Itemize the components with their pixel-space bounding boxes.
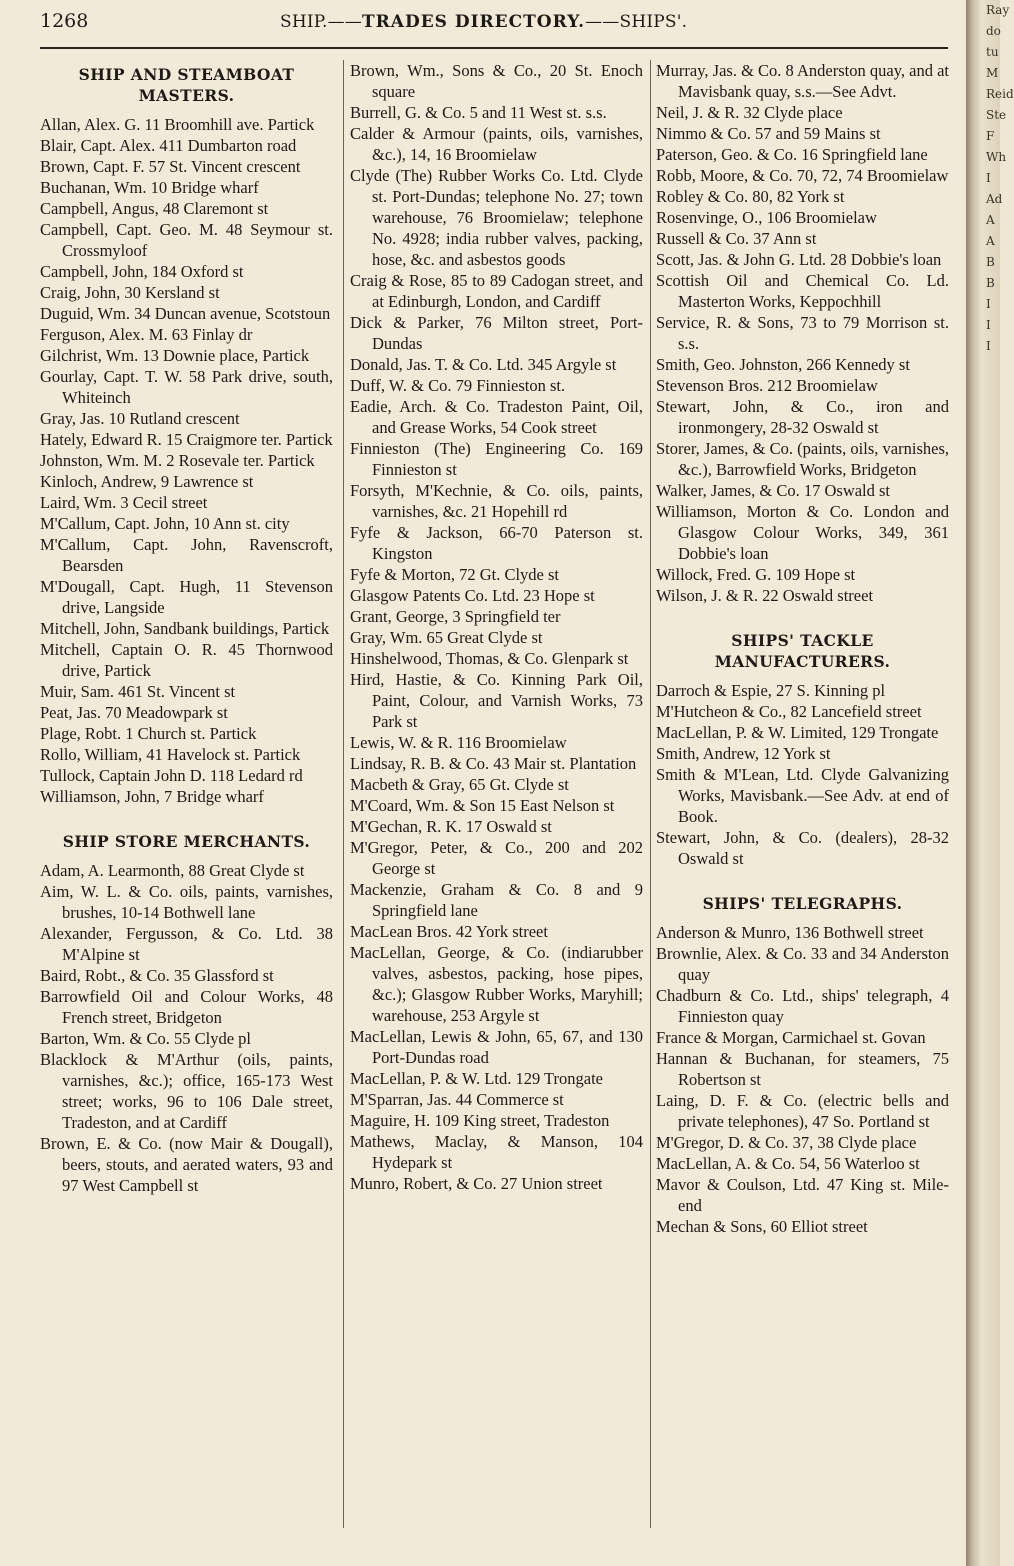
directory-entry: Neil, J. & R. 32 Clyde place [656,103,843,122]
column-divider [343,60,344,1528]
adjacent-page-fragment: do [986,24,1001,38]
column-divider [650,60,651,1528]
directory-entry: Rosenvinge, O., 106 Broomielaw [656,208,877,227]
column-3 [656,60,949,1237]
directory-entry: Fyfe & Morton, 72 Gt. Clyde st [350,565,559,584]
directory-entry: Smith & M'Lean, Ltd. Clyde Galvanizing Works, Mavisbank.—See Adv. at end of Book. [656,765,949,826]
directory-entry: Mackenzie, Graham & Co. 8 and 9 Springfield lane [350,880,643,920]
directory-entry: Brown, Capt. F. 57 St. Vincent crescent [40,157,301,176]
adjacent-page-edge [966,0,1014,1566]
directory-entry: Willock, Fred. G. 109 Hope st [656,565,856,584]
directory-entry: Clyde (The) Rubber Works Co. Ltd. Clyde st. Port-Dundas; telephone No. 27; town warehouse, 76 Broomielaw; telephone No. 4928; india rubber valves, packing, hose, &c. and asbestos goods [350,166,643,269]
directory-entry: France & Morgan, Carmichael st. Govan [656,1028,926,1047]
directory-entry: Robb, Moore, & Co. 70, 72, 74 Broomielaw [656,166,949,185]
adjacent-page-fragment: Ray [986,3,1010,17]
directory-entry: Darroch & Espie, 27 S. Kinning pl [656,681,886,700]
adjacent-page-fragment: Ad [986,192,1003,206]
adjacent-page-fragment: I [986,297,991,311]
directory-entry: Murray, Jas. & Co. 8 Anderston quay, and at Mavisbank quay, s.s.—See Advt. [656,61,949,101]
directory-entry: Smith, Geo. Johnston, 266 Kennedy st [656,355,910,374]
directory-entry: Baird, Robt., & Co. 35 Glassford st [40,966,274,985]
directory-entry: Plage, Robt. 1 Church st. Partick [40,724,257,743]
directory-entry: Barrowfield Oil and Colour Works, 48 French street, Bridgeton [40,987,333,1027]
directory-entry: Brownlie, Alex. & Co. 33 and 34 Anderston quay [656,944,949,984]
directory-entry: MacLellan, George, & Co. (indiarubber valves, asbestos, packing, hose pipes, &c.); Glasgow Rubber Works, Maryhill; warehouse, 253 Argyle st [350,943,643,1025]
directory-entry: Blair, Capt. Alex. 411 Dumbarton road [40,136,297,155]
directory-entry: Gilchrist, Wm. 13 Downie place, Partick [40,346,310,365]
page-number: 1268 [40,10,89,32]
directory-entry: M'Hutcheon & Co., 82 Lancefield street [656,702,922,721]
adjacent-page-fragment: Reid [986,87,1014,101]
directory-entry: Mathews, Maclay, & Manson, 104 Hydepark st [350,1132,643,1172]
adjacent-page-fragment: B [986,276,995,290]
directory-entry: M'Dougall, Capt. Hugh, 11 Stevenson drive, Langside [40,577,333,617]
directory-entry: Finnieston (The) Engineering Co. 169 Finnieston st [350,439,643,479]
directory-entry: Buchanan, Wm. 10 Bridge wharf [40,178,259,197]
directory-entry: Mitchell, John, Sandbank buildings, Partick [40,619,330,638]
directory-entry: Munro, Robert, & Co. 27 Union street [350,1174,603,1193]
directory-entry: MacLellan, Lewis & John, 65, 67, and 130 Port-Dundas road [350,1027,643,1067]
running-head-left: SHIP.—— [280,12,362,32]
directory-entry: Hately, Edward R. 15 Craigmore ter. Partick [40,430,333,449]
directory-entry: Muir, Sam. 461 St. Vincent st [40,682,236,701]
directory-entry: MacLellan, P. & W. Ltd. 129 Trongate [350,1069,603,1088]
column-1 [40,60,333,1196]
directory-entry: Johnston, Wm. M. 2 Rosevale ter. Partick [40,451,315,470]
directory-entry: Adam, A. Learmonth, 88 Great Clyde st [40,861,305,880]
section-heading: SHIPS' TELEGRAPHS. [702,894,903,913]
directory-entry: Eadie, Arch. & Co. Tradeston Paint, Oil, and Grease Works, 54 Cook street [350,397,643,437]
directory-entry: Craig, John, 30 Kersland st [40,283,220,302]
directory-entry: Macbeth & Gray, 65 Gt. Clyde st [350,775,569,794]
directory-entry: Scott, Jas. & John G. Ltd. 28 Dobbie's loan [656,250,942,269]
directory-entry: Mitchell, Captain O. R. 45 Thornwood drive, Partick [40,640,333,680]
adjacent-page-fragment: Wh [986,150,1007,164]
directory-entry: Ferguson, Alex. M. 63 Finlay dr [40,325,253,344]
directory-entry: Lindsay, R. B. & Co. 43 Mair st. Plantation [350,754,637,773]
directory-entry: Service, R. & Sons, 73 to 79 Morrison st. s.s. [656,313,949,353]
directory-entry: Stewart, John, & Co., iron and ironmongery, 28-32 Oswald st [656,397,949,437]
adjacent-page-fragment: B [986,255,995,269]
directory-entry: Duff, W. & Co. 79 Finnieston st. [350,376,566,395]
adjacent-page-fragment: Ste [986,108,1007,122]
directory-entry: Campbell, John, 184 Oxford st [40,262,244,281]
directory-entry: Barton, Wm. & Co. 55 Clyde pl [40,1029,251,1048]
directory-entry: Wilson, J. & R. 22 Oswald street [656,586,874,605]
directory-entry: Brown, E. & Co. (now Mair & Dougall), beers, stouts, and aerated waters, 93 and 97 West Campbell st [40,1134,333,1195]
directory-entry: Chadburn & Co. Ltd., ships' telegraph, 4 Finnieston quay [656,986,949,1026]
directory-entry: MacLean Bros. 42 York street [350,922,548,941]
section-heading: SHIP STORE MERCHANTS. [62,832,311,851]
adjacent-page-fragment: A [986,213,995,227]
directory-entry: Anderson & Munro, 136 Bothwell street [656,923,924,942]
directory-entry: Aim, W. L. & Co. oils, paints, varnishes, brushes, 10-14 Bothwell lane [40,882,333,922]
adjacent-page-fragment: M [986,66,999,80]
directory-entry: Laing, D. F. & Co. (electric bells and private telephones), 47 So. Portland st [656,1091,949,1131]
directory-entry: Stevenson Bros. 212 Broomielaw [656,376,878,395]
directory-entry: Stewart, John, & Co. (dealers), 28-32 Oswald st [656,828,949,868]
directory-entry: Hannan & Buchanan, for steamers, 75 Robertson st [656,1049,949,1089]
directory-entry: Gray, Wm. 65 Great Clyde st [350,628,543,647]
directory-entry: M'Sparran, Jas. 44 Commerce st [350,1090,564,1109]
directory-entry: M'Coard, Wm. & Son 15 East Nelson st [350,796,615,815]
directory-entry: MacLellan, A. & Co. 54, 56 Waterloo st [656,1154,920,1173]
directory-entry: Paterson, Geo. & Co. 16 Springfield lane [656,145,928,164]
directory-entry: Storer, James, & Co. (paints, oils, varnishes, &c.), Barrowfield Works, Bridgeton [656,439,949,479]
directory-entry: Mechan & Sons, 60 Elliot street [656,1217,868,1236]
adjacent-page-fragment: I [986,171,991,185]
directory-entry: Gourlay, Capt. T. W. 58 Park drive, south, Whiteinch [40,367,333,407]
directory-entry: Williamson, Morton & Co. London and Glasgow Colour Works, 349, 361 Dobbie's loan [656,502,949,563]
directory-entry: Brown, Wm., Sons & Co., 20 St. Enoch square [350,61,643,101]
directory-entry: Lewis, W. & R. 116 Broomielaw [350,733,567,752]
directory-entry: Blacklock & M'Arthur (oils, paints, varnishes, &c.); office, 165-173 West street; works, 96 to 106 Dale street, Tradeston, and at Cardiff [40,1050,333,1132]
directory-entry: Tullock, Captain John D. 118 Ledard rd [40,766,303,785]
directory-entry: Craig & Rose, 85 to 89 Cadogan street, and at Edinburgh, London, and Cardiff [350,271,643,311]
adjacent-page-fragment: tu [986,45,999,59]
directory-entry: Maguire, H. 109 King street, Tradeston [350,1111,610,1130]
directory-entry: Hinshelwood, Thomas, & Co. Glenpark st [350,649,629,668]
running-head [280,12,687,32]
directory-entry: Peat, Jas. 70 Meadowpark st [40,703,228,722]
section-heading: SHIP AND STEAMBOAT MASTERS. [78,65,295,105]
directory-entry: Forsyth, M'Kechnie, & Co. oils, paints, varnishes, &c. 21 Hopehill rd [350,481,643,521]
column-2 [350,60,643,1194]
directory-entry: Mavor & Coulson, Ltd. 47 King st. Mile-end [656,1175,949,1215]
directory-entry: Gray, Jas. 10 Rutland crescent [40,409,240,428]
directory-entry: Walker, James, & Co. 17 Oswald st [656,481,891,500]
directory-entry: Dick & Parker, 76 Milton street, Port-Dundas [350,313,643,353]
directory-entry: Burrell, G. & Co. 5 and 11 West st. s.s. [350,103,607,122]
running-head-right: ——SHIPS'. [585,12,688,32]
section-heading: SHIPS' TACKLE MANUFACTURERS. [714,631,891,671]
directory-entry: Duguid, Wm. 34 Duncan avenue, Scotstoun [40,304,331,323]
directory-entry: Williamson, John, 7 Bridge wharf [40,787,264,806]
adjacent-page-fragment: A [986,234,995,248]
directory-entry: Scottish Oil and Chemical Co. Ld. Masterton Works, Keppochhill [656,271,949,311]
directory-entry: Nimmo & Co. 57 and 59 Mains st [656,124,881,143]
directory-entry: Smith, Andrew, 12 York st [656,744,831,763]
directory-entry: Donald, Jas. T. & Co. Ltd. 345 Argyle st [350,355,617,374]
header-rule [40,47,948,49]
directory-entry: Campbell, Angus, 48 Claremont st [40,199,269,218]
adjacent-page-fragment: F [986,129,995,143]
adjacent-page-fragment: I [986,318,991,332]
directory-entry: Russell & Co. 37 Ann st [656,229,817,248]
directory-entry: M'Gregor, D. & Co. 37, 38 Clyde place [656,1133,917,1152]
directory-entry: M'Gregor, Peter, & Co., 200 and 202 George st [350,838,643,878]
directory-entry: Hird, Hastie, & Co. Kinning Park Oil, Paint, Colour, and Varnish Works, 73 Park st [350,670,643,731]
directory-entry: Rollo, William, 41 Havelock st. Partick [40,745,301,764]
directory-entry: Robley & Co. 80, 82 York st [656,187,845,206]
directory-entry: M'Gechan, R. K. 17 Oswald st [350,817,552,836]
directory-entry: Fyfe & Jackson, 66-70 Paterson st. Kingston [350,523,643,563]
directory-entry: M'Callum, Capt. John, 10 Ann st. city [40,514,290,533]
running-head-center: TRADES DIRECTORY. [361,12,586,32]
adjacent-page-fragment: I [986,339,991,353]
directory-entry: Allan, Alex. G. 11 Broomhill ave. Partick [40,115,315,134]
directory-entry: Glasgow Patents Co. Ltd. 23 Hope st [350,586,595,605]
directory-entry: Calder & Armour (paints, oils, varnishes, &c.), 14, 16 Broomielaw [350,124,643,164]
directory-entry: Campbell, Capt. Geo. M. 48 Seymour st. Crossmyloof [40,220,333,260]
directory-entry: M'Callum, Capt. John, Ravenscroft, Bearsden [40,535,333,575]
directory-entry: MacLellan, P. & W. Limited, 129 Trongate [656,723,939,742]
directory-entry: Kinloch, Andrew, 9 Lawrence st [40,472,254,491]
directory-entry: Alexander, Fergusson, & Co. Ltd. 38 M'Alpine st [40,924,333,964]
directory-entry: Grant, George, 3 Springfield ter [350,607,561,626]
directory-entry: Laird, Wm. 3 Cecil street [40,493,208,512]
